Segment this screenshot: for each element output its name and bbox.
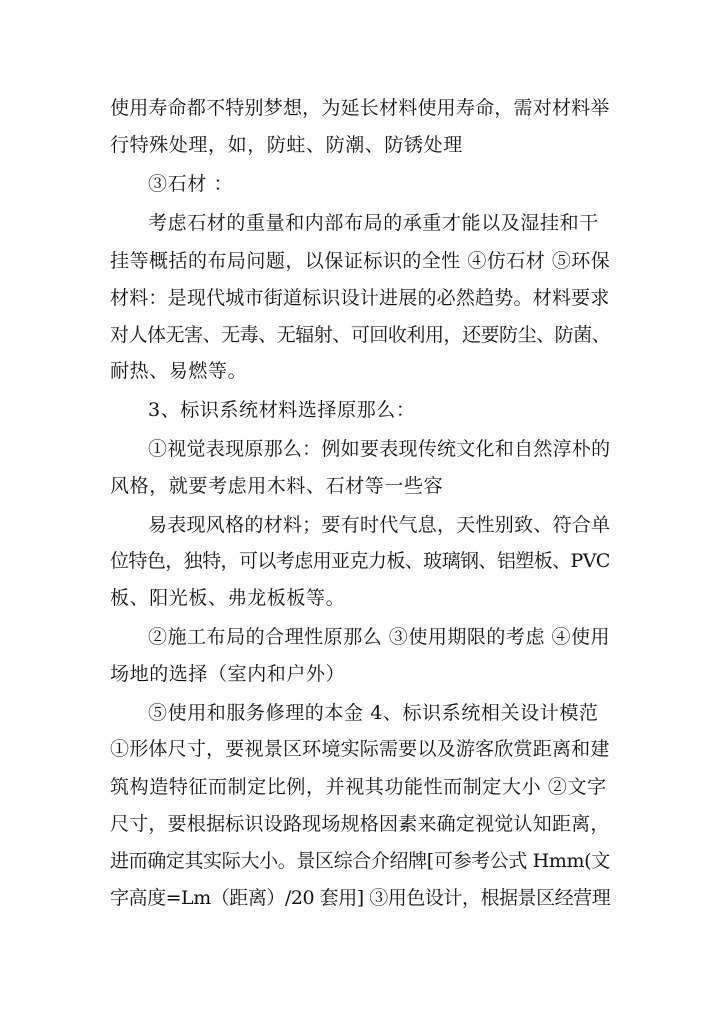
text-line-9: 3、标识系统材料选择原那么：	[148, 399, 416, 421]
text-line-18: ①形体尺寸，要视景区环境实际需要以及游客欣赏距离和建	[110, 738, 610, 760]
text-line-1: 使用寿命都不特别梦想，为延长材料使用寿命，需对材料举	[110, 97, 610, 119]
text-line-21: 进而确定其实际大小。景区综合介绍牌[可参考公式 Hmm(文	[110, 850, 610, 872]
text-line-19: 筑构造特征而制定比例，并视其功能性而制定大小 ②文字	[110, 776, 607, 798]
text-line-12: 易表现风格的材料；要有时代气息，天性别致、符合单	[148, 514, 611, 536]
text-line-5: 挂等概括的布局问题，以保证标识的全性 ④仿石材 ⑤环保	[110, 250, 611, 272]
text-line-17: ⑤使用和服务修理的本金 4、标识系统相关设计模范	[148, 702, 599, 724]
text-line-16: 场地的选择（室内和户外）	[110, 663, 346, 685]
text-line-6: 材料：是现代城市街道标识设计进展的必然趋势。材料要求	[110, 287, 610, 309]
text-line-4: 考虑石材的重量和内部布局的承重才能以及湿挂和干	[148, 212, 599, 234]
text-line-13: 位特色，独特，可以考虑用亚克力板、玻璃钢、铝塑板、PVC	[110, 550, 610, 572]
text-line-3: ③石材 ：	[148, 173, 234, 195]
text-line-14: 板、阳光板、弗龙板板等。	[110, 587, 346, 609]
text-line-2: 行特殊处理，如，防蛀、防潮、防锈处理	[110, 134, 463, 156]
text-line-7: 对人体无害、无毒、无辐射、可回收利用，还要防尘、防菌、	[110, 324, 611, 346]
text-line-10: ①视觉表现原那么：例如要表现传统文化和自然淳朴的	[148, 438, 611, 460]
text-line-8: 耐热、易燃等。	[110, 360, 248, 382]
text-line-22: 字高度=Lm（距离）/20 套用] ③用色设计，根据景区经营理	[110, 887, 611, 909]
text-line-11: 风格，就要考虑用木料、石材等一些容	[110, 475, 444, 497]
text-line-15: ②施工布局的合理性原那么 ③使用期限的考虑 ④使用	[148, 626, 611, 648]
text-line-20: 尺寸，要根据标识设路现场规格因素来确定视觉认知距离，	[110, 813, 610, 835]
